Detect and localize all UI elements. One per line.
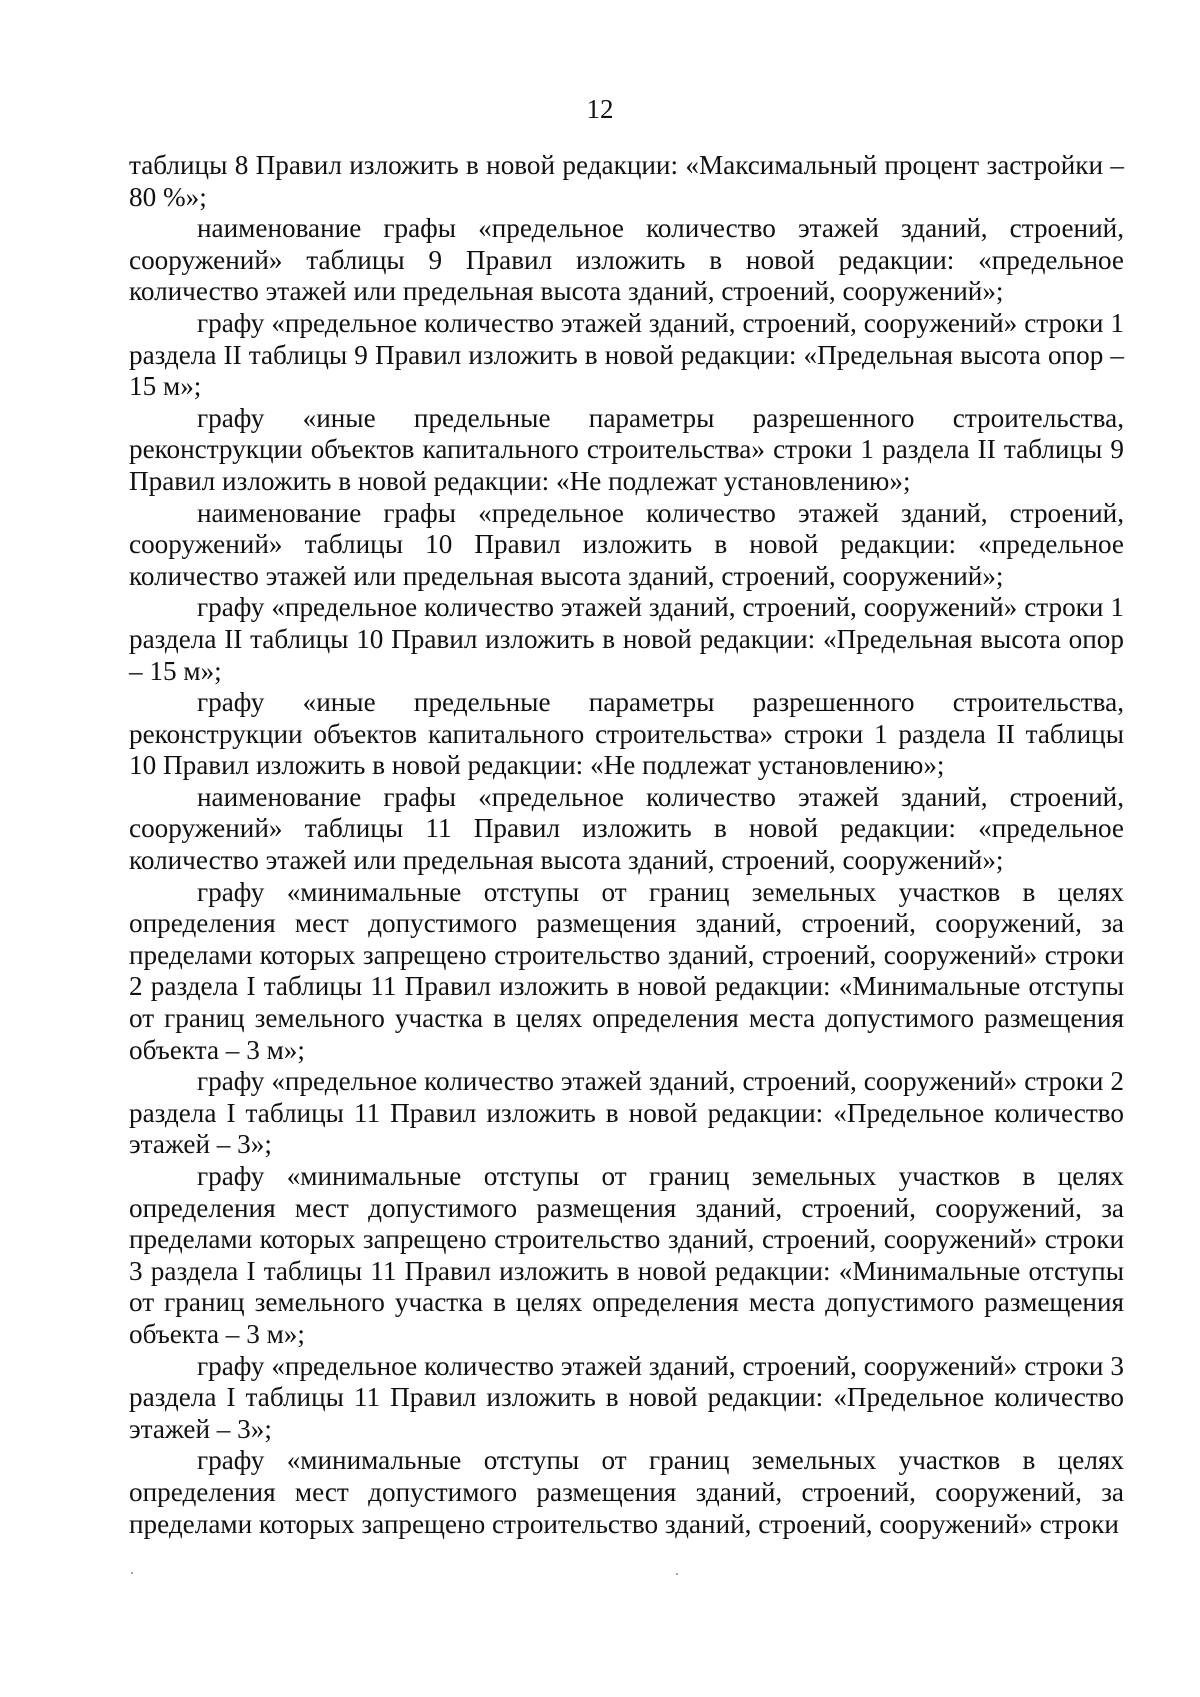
paragraph: графу «минимальные отступы от границ земельных участков в целях определения мест допустимого размещения зданий, строений, сооружений, за пределами которых запрещено строительство зданий, строений, сооружений» строки — [129, 1445, 1124, 1539]
paragraph: наименование графы «предельное количество этажей зданий, строений, сооружений» таблицы 9 Правил изложить в новой редакции: «предельное количество этажей или предельная высота зданий, строений, сооружений»; — [129, 213, 1124, 307]
paragraph: графу «иные предельные параметры разрешенного строительства, реконструкции объектов капитального строительства» строки 1 раздела II таблицы 9 Правил изложить в новой редакции: «Не подлежат установлению»; — [129, 402, 1124, 496]
paragraph: таблицы 8 Правил изложить в новой редакции: «Максимальный процент застройки – 80 %»; — [129, 150, 1124, 212]
paragraph: графу «предельное количество этажей зданий, строений, сооружений» строки 1 раздела II таблицы 10 Правил изложить в новой редакции: «Предельная высота опор – 15 м»; — [129, 592, 1124, 686]
paragraph: наименование графы «предельное количество этажей зданий, строений, сооружений» таблицы 11 Правил изложить в новой редакции: «предельное количество этажей или предельная высота зданий, строений, сооружений»; — [129, 781, 1124, 876]
paragraph: графу «минимальные отступы от границ земельных участков в целях определения мест допустимого размещения зданий, строений, сооружений, за пределами которых запрещено строительство зданий, строений, сооружений» строки 2 раздела I таблицы 11 Правил изложить в новой редакции: «Минимальные отступы от границ земельного участка в целях определения места допустимого размещения объекта – 3 м»; — [129, 876, 1124, 1065]
document-body — [129, 150, 1124, 1540]
paragraph: наименование графы «предельное количество этажей зданий, строений, сооружений» таблицы 10 Правил изложить в новой редакции: «предельное количество этажей или предельная высота зданий, строений, сооружений»; — [129, 497, 1124, 591]
paragraph: графу «предельное количество этажей зданий, строений, сооружений» строки 1 раздела II таблицы 9 Правил изложить в новой редакции: «Предельная высота опор – 15 м»; — [129, 307, 1124, 402]
page-number: 12 — [586, 94, 614, 124]
scan-speck — [131, 1572, 133, 1574]
paragraph: графу «предельное количество этажей зданий, строений, сооружений» строки 3 раздела I таблицы 11 Правил изложить в новой редакции: «Предельное количество этажей – 3»; — [129, 1350, 1124, 1444]
paragraph: графу «минимальные отступы от границ земельных участков в целях определения мест допустимого размещения зданий, строений, сооружений, за пределами которых запрещено строительство зданий, строений, сооружений» строки 3 раздела I таблицы 11 Правил изложить в новой редакции: «Минимальные отступы от границ земельного участка в целях определения места допустимого размещения объекта – 3 м»; — [129, 1161, 1124, 1349]
paragraph: графу «иные предельные параметры разрешенного строительства, реконструкции объектов капитального строительства» строки 1 раздела II таблицы 10 Правил изложить в новой редакции: «Не подлежат установлению»; — [129, 687, 1124, 781]
paragraph: графу «предельное количество этажей зданий, строений, сооружений» строки 2 раздела I таблицы 11 Правил изложить в новой редакции: «Предельное количество этажей – 3»; — [129, 1066, 1124, 1160]
scan-speck — [676, 1573, 678, 1575]
